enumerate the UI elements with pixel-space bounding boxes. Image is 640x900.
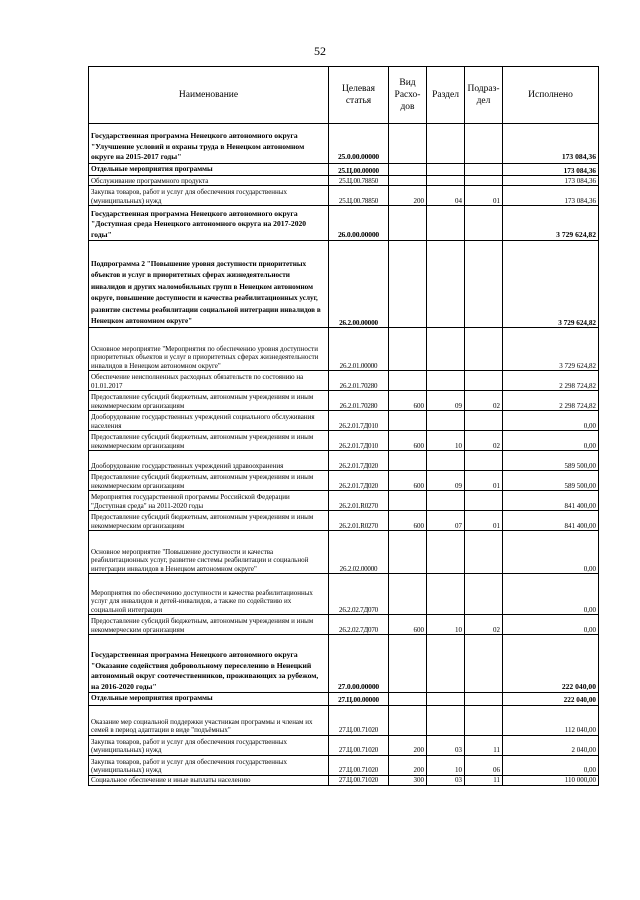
row-executed: 841 400,00 (503, 491, 599, 511)
row-name: Оказание мер социальной поддержки участникам программы и членам их семей в период адаптации в виде "подъёмных" (89, 705, 329, 735)
row-name: Основное мероприятие "Мероприятия по обеспечению уровня доступности приоритетных объектов и услуг в приоритетных сферах жизнедеятельности инвалидов в Ненецком автономном округе" (89, 328, 329, 371)
table-row (89, 705, 599, 735)
row-subsection (465, 705, 503, 735)
row-expense-type (389, 693, 427, 705)
row-subsection (465, 491, 503, 511)
row-subsection: 06 (465, 755, 503, 775)
row-name: Обеспечение неисполненных расходных обязательств по состоянию на 01.01.2017 (89, 371, 329, 391)
row-section: 10 (427, 431, 465, 451)
row-executed: 173 084,36 (503, 164, 599, 176)
row-section: 10 (427, 615, 465, 635)
table-row (89, 574, 599, 615)
row-expense-type: 300 (389, 775, 427, 785)
row-name: Закупка товаров, работ и услуг для обеспечения государственных (муниципальных) нужд (89, 735, 329, 755)
row-section (427, 411, 465, 431)
row-executed: 2 298 724,82 (503, 391, 599, 411)
row-subsection (465, 531, 503, 574)
row-executed: 173 084,36 (503, 176, 599, 186)
table-row (89, 471, 599, 491)
row-name: Отдельные мероприятия программы (89, 693, 329, 705)
row-subsection: 01 (465, 511, 503, 531)
page-number: 52 (314, 44, 326, 58)
row-subsection (465, 693, 503, 705)
row-executed: 112 040,00 (503, 705, 599, 735)
row-executed: 222 040,00 (503, 693, 599, 705)
row-target-article: 26.2.01.70280 (329, 371, 389, 391)
table-row (89, 531, 599, 574)
table-row (89, 206, 599, 241)
row-subsection (465, 206, 503, 241)
table-row (89, 491, 599, 511)
row-section (427, 124, 465, 164)
row-name: Мероприятия государственной программы Российской Федерации "Доступная среда" на 2011-2020 годы (89, 491, 329, 511)
row-target-article: 26.2.01.7Д010 (329, 431, 389, 451)
row-section (427, 705, 465, 735)
row-section: 03 (427, 775, 465, 785)
table-row (89, 511, 599, 531)
row-name: Социальное обеспечение и иные выплаты населению (89, 775, 329, 785)
row-name: Закупка товаров, работ и услуг для обеспечения государственных (муниципальных) нужд (89, 755, 329, 775)
table-row (89, 411, 599, 431)
row-target-article: 27.Ц.00.71020 (329, 755, 389, 775)
row-section (427, 451, 465, 471)
row-executed: 2 298 724,82 (503, 371, 599, 391)
row-target-article: 26.2.01.7Д010 (329, 411, 389, 431)
table-row (89, 615, 599, 635)
row-expense-type: 600 (389, 391, 427, 411)
row-executed: 2 040,00 (503, 735, 599, 755)
row-target-article: 27.0.00.00000 (329, 635, 389, 693)
row-expense-type (389, 371, 427, 391)
row-target-article: 26.2.01.R0270 (329, 511, 389, 531)
row-section (427, 241, 465, 328)
table-header-row (89, 67, 599, 124)
row-executed: 3 729 624,82 (503, 328, 599, 371)
row-name: Мероприятия по обеспечению доступности и качества реабилитационных услуг для инвалидов и детей-инвалидов, а также по содействию их социальной интеграции (89, 574, 329, 615)
row-target-article: 25.Ц.00.00000 (329, 164, 389, 176)
row-name: Государственная программа Ненецкого автономного округа "Доступная среда Ненецкого автономного округа на 2017-2020 годы" (89, 206, 329, 241)
row-expense-type (389, 206, 427, 241)
row-expense-type: 200 (389, 735, 427, 755)
row-executed: 589 500,00 (503, 471, 599, 491)
row-executed: 173 084,36 (503, 124, 599, 164)
row-expense-type (389, 705, 427, 735)
table-row (89, 775, 599, 785)
row-expense-type (389, 124, 427, 164)
row-target-article: 26.2.02.00000 (329, 531, 389, 574)
row-section (427, 206, 465, 241)
row-target-article: 26.2.01.7Д020 (329, 471, 389, 491)
row-section: 09 (427, 471, 465, 491)
table-row (89, 328, 599, 371)
row-target-article: 26.2.02.7Д070 (329, 615, 389, 635)
row-name: Предоставление субсидий бюджетным, автономным учреждениям и иным некоммерческим организациям (89, 615, 329, 635)
row-name: Предоставление субсидий бюджетным, автономным учреждениям и иным некоммерческим организациям (89, 471, 329, 491)
row-name: Государственная программа Ненецкого автономного округа "Улучшение условий и охраны труда в Ненецком автономном округе на 2015-2017 годы" (89, 124, 329, 164)
row-executed: 0,00 (503, 531, 599, 574)
table-row (89, 693, 599, 705)
table-row (89, 735, 599, 755)
row-subsection (465, 635, 503, 693)
table-row (89, 391, 599, 411)
row-expense-type: 600 (389, 511, 427, 531)
header-expense-type: Вид Расхо-дов (389, 67, 427, 124)
row-executed: 0,00 (503, 755, 599, 775)
row-subsection (465, 241, 503, 328)
row-expense-type (389, 635, 427, 693)
row-target-article: 27.Ц.00.71020 (329, 705, 389, 735)
row-section (427, 693, 465, 705)
row-expense-type: 200 (389, 186, 427, 206)
row-name: Закупка товаров, работ и услуг для обеспечения государственных (муниципальных) нужд (89, 186, 329, 206)
row-target-article: 25.Ц.00.78850 (329, 176, 389, 186)
row-subsection (465, 124, 503, 164)
row-subsection: 11 (465, 775, 503, 785)
table-row (89, 371, 599, 391)
row-expense-type (389, 491, 427, 511)
row-target-article: 26.2.01.70280 (329, 391, 389, 411)
row-subsection: 01 (465, 186, 503, 206)
row-name: Предоставление субсидий бюджетным, автономным учреждениям и иным некоммерческим организациям (89, 511, 329, 531)
row-target-article: 26.0.00.00000 (329, 206, 389, 241)
row-section: 03 (427, 735, 465, 755)
row-section (427, 574, 465, 615)
row-executed: 0,00 (503, 411, 599, 431)
row-executed: 222 040,00 (503, 635, 599, 693)
row-name: Отдельные мероприятия программы (89, 164, 329, 176)
row-subsection (465, 371, 503, 391)
row-section (427, 164, 465, 176)
row-subsection (465, 451, 503, 471)
row-executed: 3 729 624,82 (503, 206, 599, 241)
row-executed: 173 084,36 (503, 186, 599, 206)
row-section (427, 176, 465, 186)
row-executed: 0,00 (503, 615, 599, 635)
row-subsection: 01 (465, 471, 503, 491)
row-expense-type: 200 (389, 755, 427, 775)
table-body (89, 124, 599, 786)
row-expense-type (389, 176, 427, 186)
row-name: Основное мероприятие "Повышение доступности и качества реабилитационных услуг, развитие системы реабилитации и социальной интеграции инвалидов в Ненецком автономном округе" (89, 531, 329, 574)
row-name: Предоставление субсидий бюджетным, автономным учреждениям и иным некоммерческим организациям (89, 391, 329, 411)
header-target-article: Целевая статья (329, 67, 389, 124)
row-target-article: 26.2.02.7Д070 (329, 574, 389, 615)
row-target-article: 27.Ц.00.71020 (329, 775, 389, 785)
row-target-article: 26.2.00.00000 (329, 241, 389, 328)
table-row (89, 124, 599, 164)
row-executed: 110 000,00 (503, 775, 599, 785)
row-section: 04 (427, 186, 465, 206)
row-subsection: 02 (465, 391, 503, 411)
row-target-article: 26.2.01.7Д020 (329, 451, 389, 471)
row-executed: 841 400,00 (503, 511, 599, 531)
budget-table (88, 66, 599, 786)
table-row (89, 176, 599, 186)
row-name: Предоставление субсидий бюджетным, автономным учреждениям и иным некоммерческим организациям (89, 431, 329, 451)
row-expense-type (389, 451, 427, 471)
row-section: 09 (427, 391, 465, 411)
row-subsection (465, 164, 503, 176)
row-expense-type: 600 (389, 431, 427, 451)
row-name: Государственная программа Ненецкого автономного округа "Оказание содействия добровольному переселению в Ненецкий автономный округ соотечественников, проживающих за рубежом, на 2016-2020 годы" (89, 635, 329, 693)
row-executed: 3 729 624,82 (503, 241, 599, 328)
row-target-article: 27.Ц.00.00000 (329, 693, 389, 705)
row-expense-type (389, 241, 427, 328)
row-section (427, 491, 465, 511)
table-row (89, 186, 599, 206)
row-name: Подпрограмма 2 "Повышение уровня доступности приоритетных объектов и услуг в приоритетных сферах жизнедеятельности инвалидов и других маломобильных групп в Ненецком автономном округе, повышение доступности и качества реабилитационных услуг, развитие системы реабилитации социальной интеграции инвалидов в Ненецком автономном округе" (89, 241, 329, 328)
row-name: Дооборудование государственных учреждений здравоохранения (89, 451, 329, 471)
row-section: 07 (427, 511, 465, 531)
table-row (89, 451, 599, 471)
row-section: 10 (427, 755, 465, 775)
row-expense-type (389, 164, 427, 176)
row-subsection (465, 328, 503, 371)
table-row (89, 241, 599, 328)
row-section (427, 635, 465, 693)
table-row (89, 431, 599, 451)
row-target-article: 25.Ц.00.78850 (329, 186, 389, 206)
row-name: Дооборудование государственных учреждений социального обслуживания населения (89, 411, 329, 431)
row-subsection (465, 176, 503, 186)
row-expense-type: 600 (389, 471, 427, 491)
row-expense-type (389, 328, 427, 371)
row-subsection (465, 574, 503, 615)
row-section (427, 328, 465, 371)
row-section (427, 531, 465, 574)
row-section (427, 371, 465, 391)
table-row (89, 164, 599, 176)
row-target-article: 25.0.00.00000 (329, 124, 389, 164)
row-executed: 0,00 (503, 574, 599, 615)
table-row (89, 755, 599, 775)
row-expense-type (389, 531, 427, 574)
header-name: Наименование (89, 67, 329, 124)
row-executed: 589 500,00 (503, 451, 599, 471)
row-subsection: 02 (465, 615, 503, 635)
row-subsection (465, 411, 503, 431)
row-name: Обслуживание программного продукта (89, 176, 329, 186)
row-subsection: 11 (465, 735, 503, 755)
row-executed: 0,00 (503, 431, 599, 451)
row-expense-type (389, 574, 427, 615)
header-subsection: Подраз-дел (465, 67, 503, 124)
row-subsection: 02 (465, 431, 503, 451)
row-expense-type (389, 411, 427, 431)
table-row (89, 635, 599, 693)
header-executed: Исполнено (503, 67, 599, 124)
row-target-article: 26.2.01.00000 (329, 328, 389, 371)
row-target-article: 27.Ц.00.71020 (329, 735, 389, 755)
header-section: Раздел (427, 67, 465, 124)
row-expense-type: 600 (389, 615, 427, 635)
row-target-article: 26.2.01.R0270 (329, 491, 389, 511)
